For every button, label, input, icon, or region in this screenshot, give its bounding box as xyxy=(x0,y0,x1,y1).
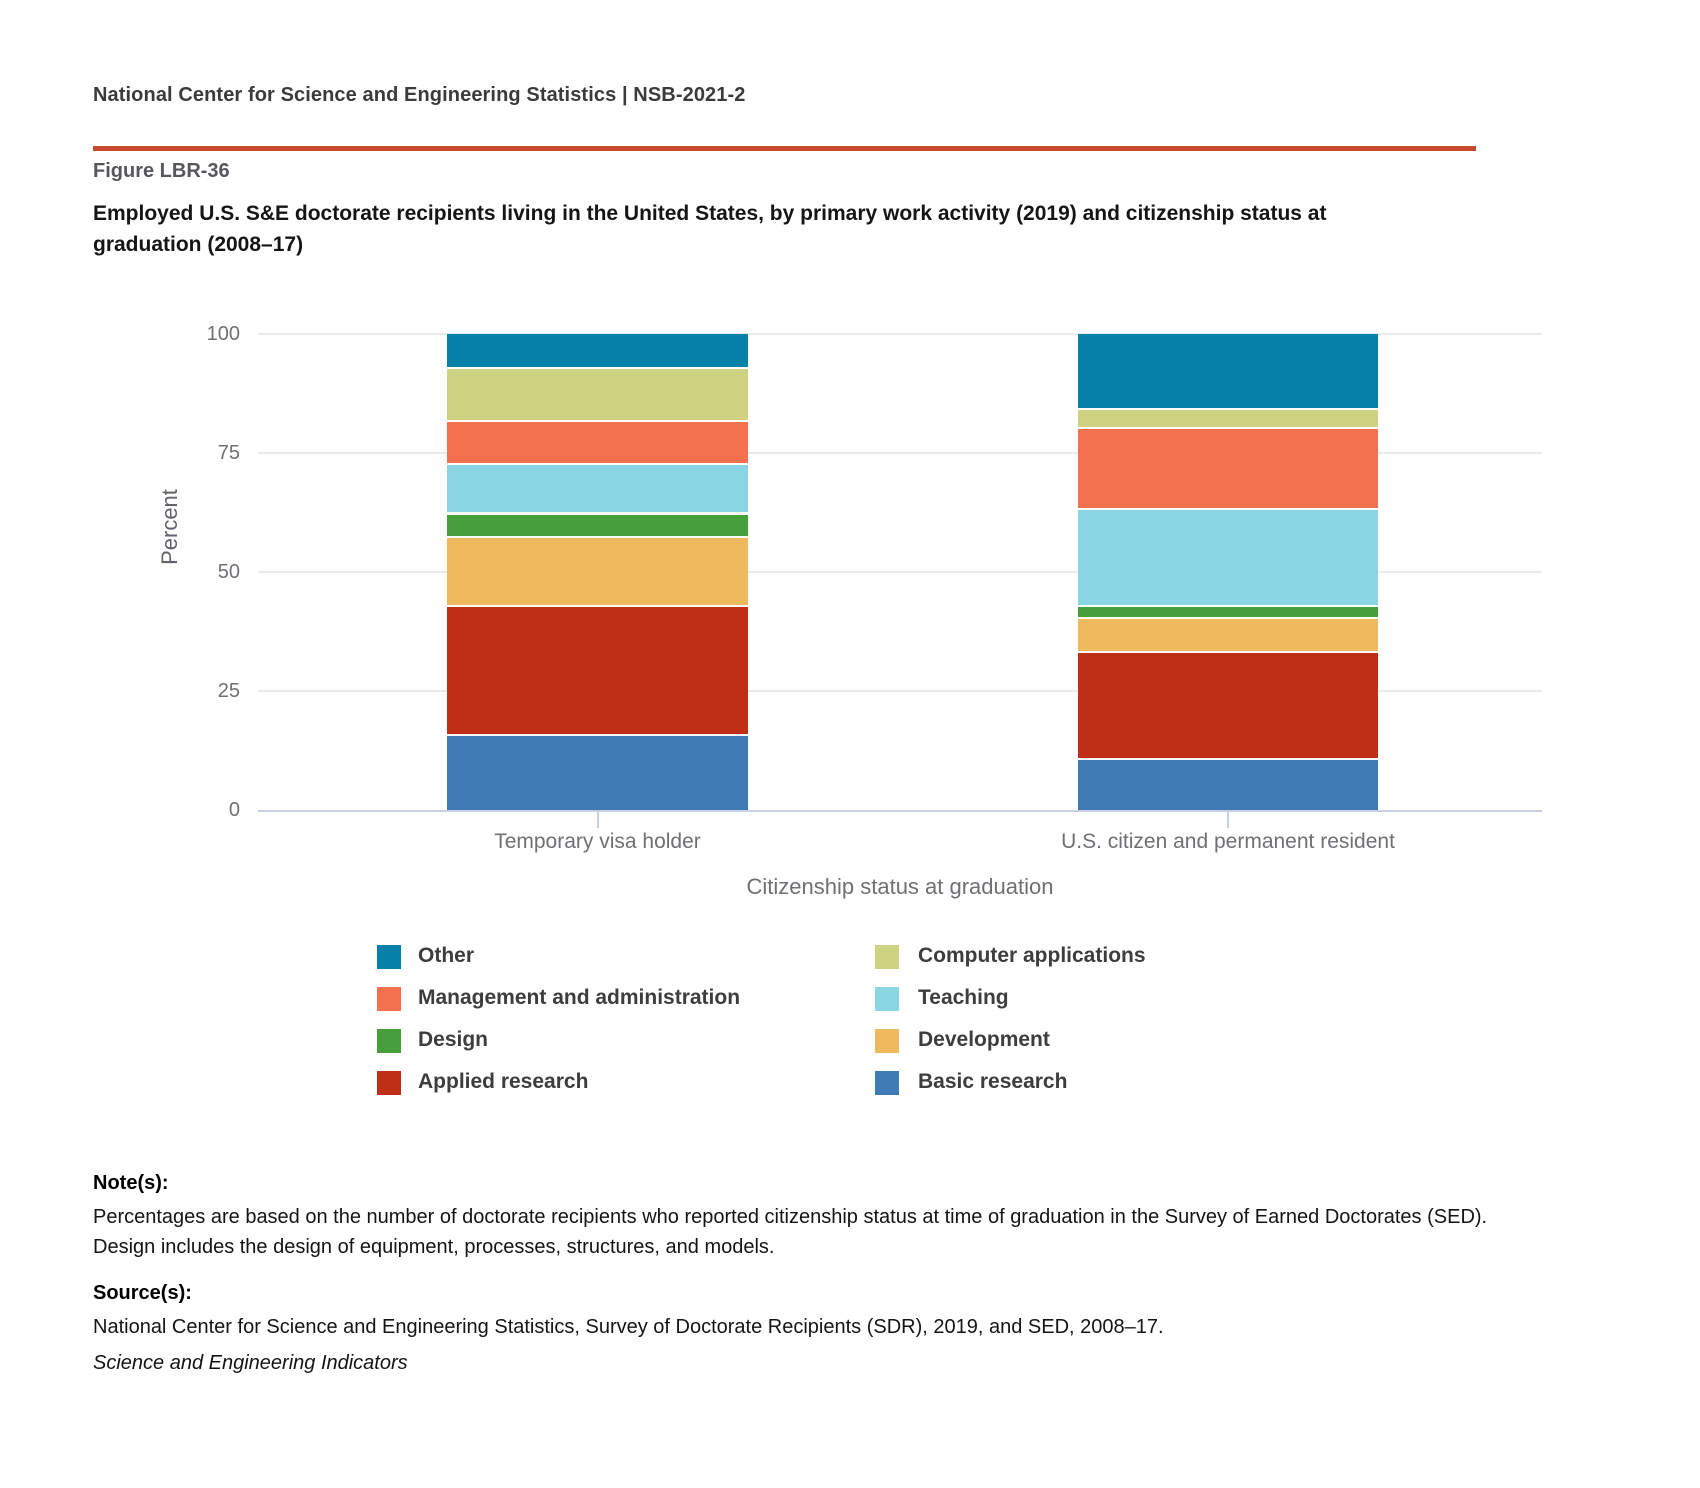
y-tick-label: 50 xyxy=(217,561,240,583)
legend-label-development: Development xyxy=(918,1028,1050,1051)
figure-label: Figure LBR-36 xyxy=(93,160,230,182)
segment-applied-research xyxy=(447,605,748,734)
x-axis-line xyxy=(258,810,1542,812)
segment-applied-research xyxy=(1078,651,1378,758)
segment-development xyxy=(1078,617,1378,650)
segment-basic-research xyxy=(1078,758,1378,810)
segment-design xyxy=(1078,605,1378,617)
segment-computer-applications xyxy=(1078,408,1378,427)
notes-heading: Note(s): xyxy=(93,1172,169,1194)
legend-swatch-management-and-administration xyxy=(377,987,401,1011)
category-label-temporary-visa-holder: Temporary visa holder xyxy=(494,830,701,853)
y-axis-title: Percent xyxy=(157,489,182,565)
x-axis-title: Citizenship status at graduation xyxy=(746,874,1054,899)
legend-label-teaching: Teaching xyxy=(918,986,1009,1009)
segment-teaching xyxy=(447,463,748,513)
legend-swatch-development xyxy=(875,1029,899,1053)
segment-design xyxy=(447,513,748,537)
segment-other xyxy=(447,334,748,367)
y-tick-label: 0 xyxy=(228,799,240,821)
y-tick-label: 100 xyxy=(206,323,240,345)
segment-development xyxy=(447,536,748,605)
segment-other xyxy=(1078,334,1378,408)
category-label-u-s-citizen-and-permanent-resident: U.S. citizen and permanent resident xyxy=(1061,830,1395,853)
sources-heading: Source(s): xyxy=(93,1282,192,1304)
legend-swatch-other xyxy=(377,945,401,969)
legend-label-management-and-administration: Management and administration xyxy=(418,986,741,1009)
segment-management-and-administration xyxy=(447,420,748,463)
category-tick xyxy=(597,812,599,828)
notes-body: Percentages are based on the number of doctorate recipients who reported citizenship status at time of graduation in the Survey of Earned Doctorates (SED). Design includes the design of equipment, processes, structures, and models. xyxy=(93,1206,1488,1258)
legend-label-basic-research: Basic research xyxy=(918,1070,1068,1093)
segment-basic-research xyxy=(447,734,748,810)
legend-swatch-applied-research xyxy=(377,1071,401,1095)
legend-swatch-teaching xyxy=(875,987,899,1011)
legend-label-computer-applications: Computer applications xyxy=(918,944,1146,967)
report-header: National Center for Science and Engineering Statistics | NSB-2021-2 xyxy=(93,84,746,106)
publication-name: Science and Engineering Indicators xyxy=(93,1352,408,1374)
legend-swatch-computer-applications xyxy=(875,945,899,969)
category-tick xyxy=(1227,812,1229,828)
segment-teaching xyxy=(1078,508,1378,606)
y-tick-label: 75 xyxy=(217,442,240,464)
y-tick-label: 25 xyxy=(217,680,240,702)
figure-title: Employed U.S. S&E doctorate recipients living in the United States, by primary work activity (2019) and citizenship status at graduation (2008–17) xyxy=(93,202,1327,256)
legend-label-design: Design xyxy=(418,1028,489,1051)
sources-body: National Center for Science and Engineering Statistics, Survey of Doctorate Recipients (SDR), 2019, and SED, 2008–17. xyxy=(93,1316,1164,1338)
legend-swatch-basic-research xyxy=(875,1071,899,1095)
legend-label-applied-research: Applied research xyxy=(418,1070,589,1093)
legend-label-other: Other xyxy=(418,944,475,967)
segment-management-and-administration xyxy=(1078,427,1378,508)
segment-computer-applications xyxy=(447,367,748,419)
legend-swatch-design xyxy=(377,1029,401,1053)
